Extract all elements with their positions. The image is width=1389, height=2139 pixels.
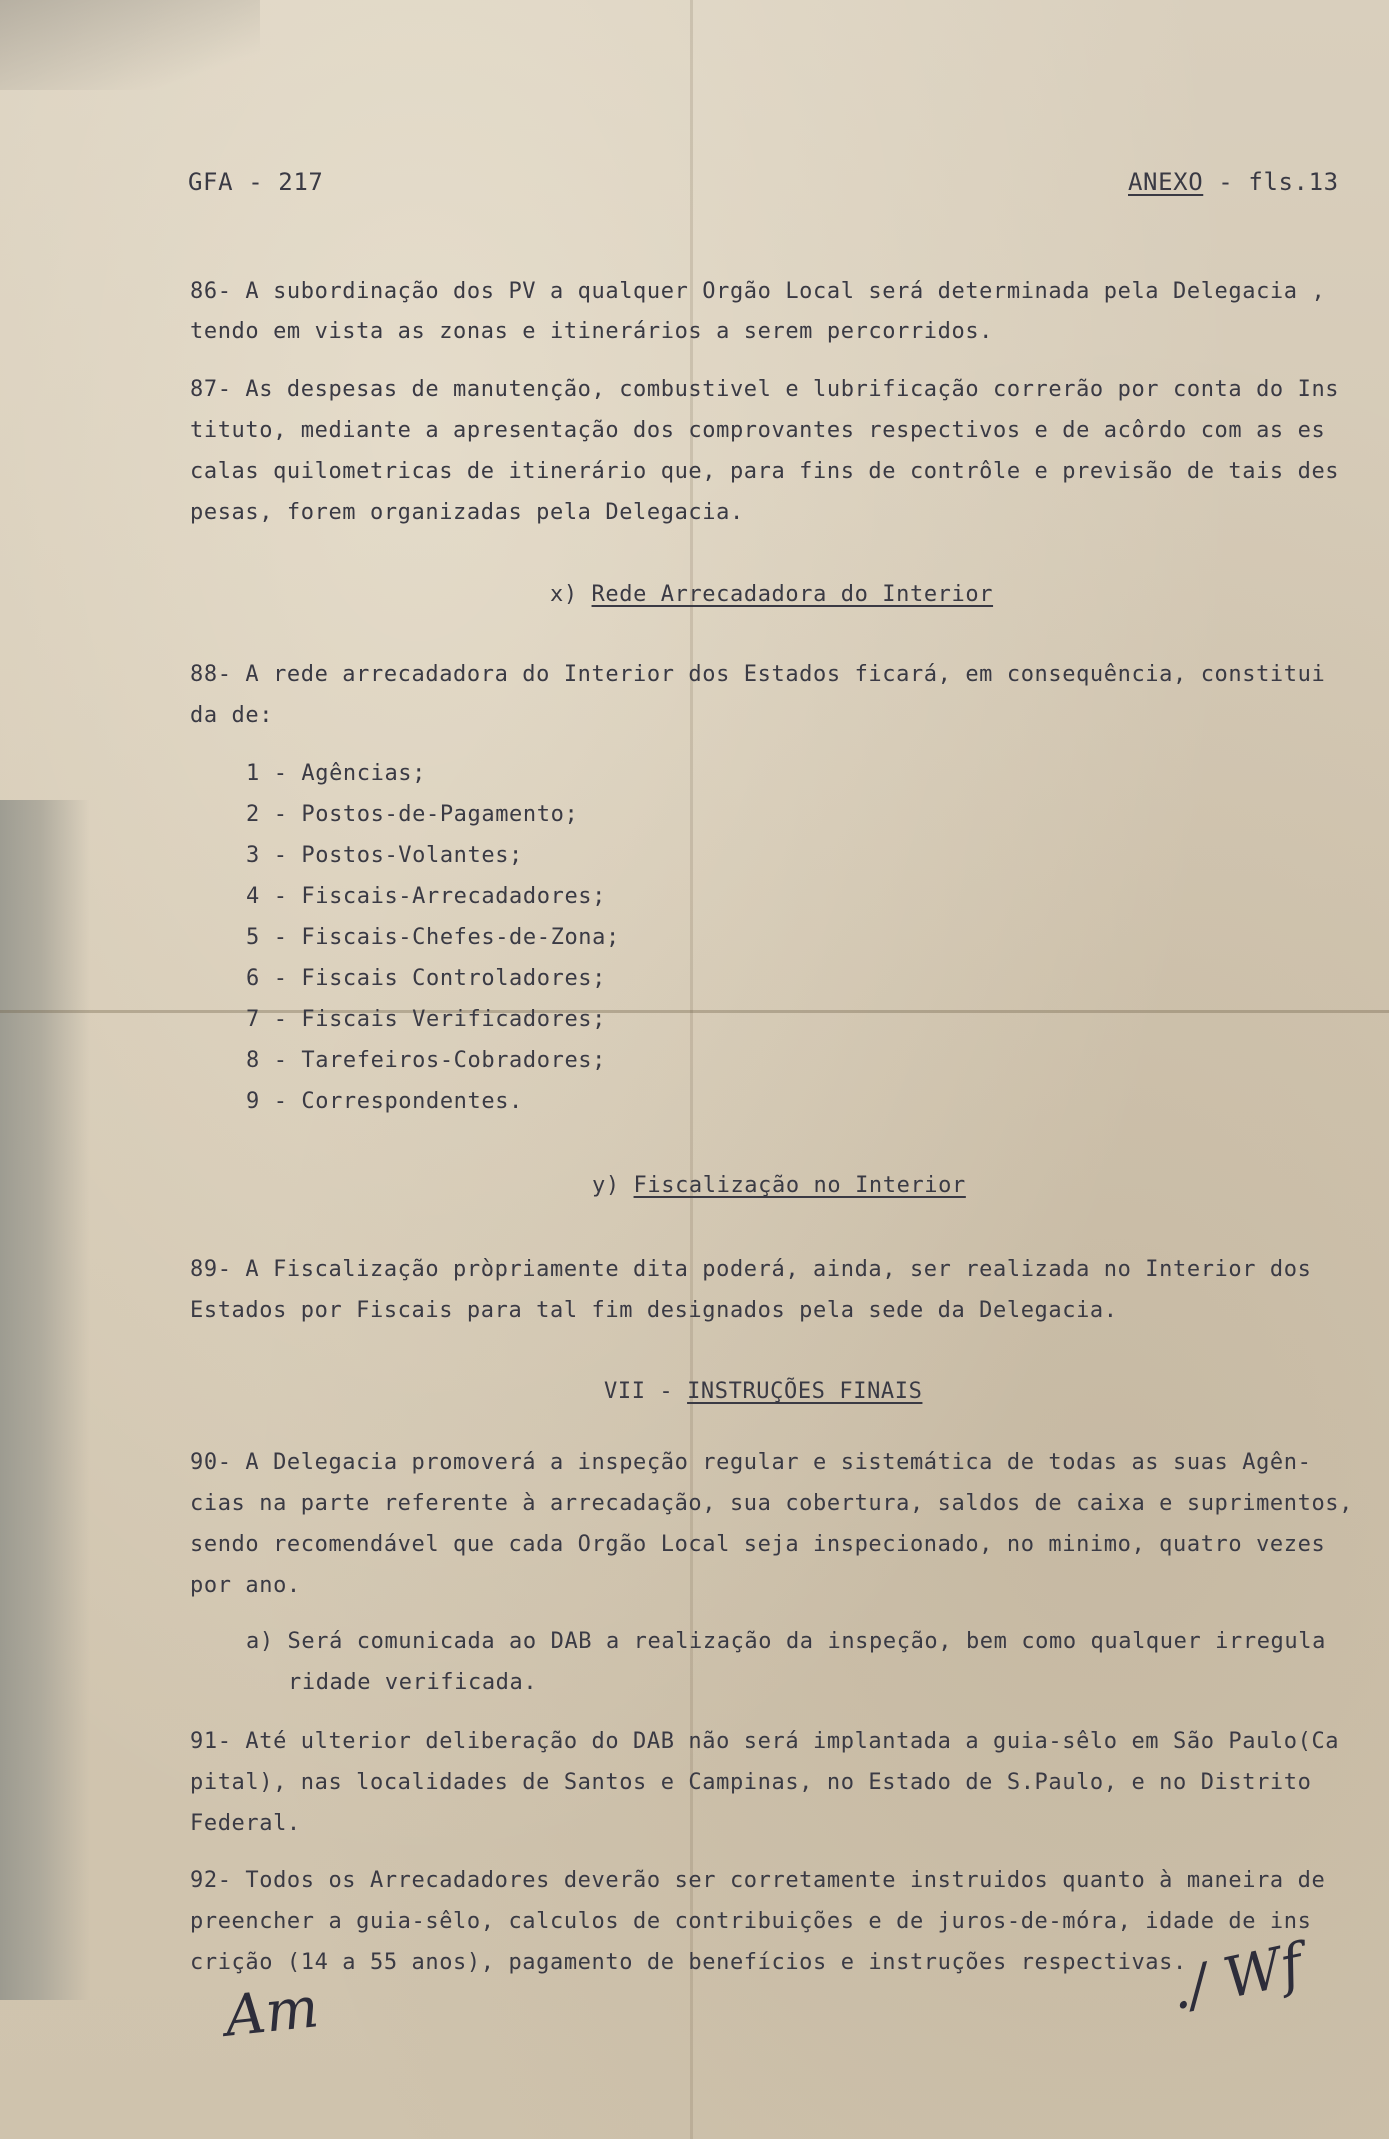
paragraph-89-line: 89- A Fiscalização pròpriamente dita poderá, ainda, ser realizada no Interior dos	[190, 1257, 1312, 1282]
list-item: 6 - Fiscais Controladores;	[246, 966, 606, 991]
paragraph-87-line: 87- As despesas de manutenção, combustivel e lubrificação correrão por conta do Ins	[190, 377, 1340, 402]
paragraph-89-line: Estados por Fiscais para tal fim designados pela sede da Delegacia.	[190, 1298, 1118, 1323]
paper-stain	[0, 0, 260, 90]
section-heading-vii	[604, 1377, 922, 1407]
fold-crease	[0, 1010, 1389, 1013]
handwritten-signature-right: ./ Wf	[1164, 1931, 1309, 2024]
paragraph-90a-line: ridade verificada.	[288, 1670, 538, 1695]
list-item: 4 - Fiscais-Arrecadadores;	[246, 884, 606, 909]
section-heading-x	[550, 580, 993, 610]
paragraph-88-line: da de:	[190, 703, 274, 728]
section-marker: y)	[592, 1173, 634, 1198]
list-item: 8 - Tarefeiros-Cobradores;	[246, 1048, 606, 1073]
paragraph-86-line: 86- A subordinação dos PV a qualquer Orgão Local será determinada pela Delegacia ,	[190, 279, 1326, 304]
document-code: GFA - 217	[188, 168, 324, 196]
paragraph-86-line: tendo em vista as zonas e itinerários a serem percorridos.	[190, 319, 994, 344]
list-item: 9 - Correspondentes.	[246, 1089, 523, 1114]
paragraph-87-line: pesas, forem organizadas pela Delegacia.	[190, 500, 744, 525]
annex-page-number	[1128, 167, 1339, 197]
paragraph-91-line: 91- Até ulterior deliberação do DAB não será implantada a guia-sêlo em São Paulo(Ca	[190, 1729, 1340, 1754]
list-item: 2 - Postos-de-Pagamento;	[246, 802, 579, 827]
section-title: Rede Arrecadadora do Interior	[591, 582, 994, 607]
paragraph-92-line: crição (14 a 55 anos), pagamento de benefícios e instruções respectivas.	[190, 1950, 1187, 1975]
list-item: 1 - Agências;	[246, 761, 426, 786]
paragraph-92-line: preencher a guia-sêlo, calculos de contribuições e de juros-de-móra, idade de ins	[190, 1909, 1312, 1934]
paragraph-90-line: 90- A Delegacia promoverá a inspeção regular e sistemática de todas as suas Agên-	[190, 1450, 1312, 1475]
section-marker: x)	[550, 582, 592, 607]
section-title: INSTRUÇÕES FINAIS	[687, 1379, 923, 1404]
paragraph-90-line: sendo recomendável que cada Orgão Local seja inspecionado, no minimo, quatro vezes	[190, 1532, 1326, 1557]
paragraph-91-line: Federal.	[190, 1811, 301, 1836]
list-item: 7 - Fiscais Verificadores;	[246, 1007, 606, 1032]
paragraph-87-line: tituto, mediante a apresentação dos comprovantes respectivos e de acôrdo com as es	[190, 418, 1326, 443]
paragraph-90a-line: a) Será comunicada ao DAB a realização da inspeção, bem como qualquer irregula	[246, 1629, 1326, 1654]
list-item: 3 - Postos-Volantes;	[246, 843, 523, 868]
page-number: - fls.13	[1203, 168, 1339, 196]
handwritten-signature-left: Am	[221, 1975, 322, 2050]
section-title: Fiscalização no Interior	[633, 1173, 966, 1198]
paragraph-88-line: 88- A rede arrecadadora do Interior dos Estados ficará, em consequência, constitui	[190, 662, 1326, 687]
section-marker: VII -	[604, 1379, 688, 1404]
paragraph-87-line: calas quilometricas de itinerário que, para fins de contrôle e previsão de tais des	[190, 459, 1340, 484]
paragraph-92-line: 92- Todos os Arrecadadores deverão ser corretamente instruidos quanto à maneira de	[190, 1868, 1326, 1893]
paragraph-90-line: por ano.	[190, 1573, 301, 1598]
section-heading-y	[592, 1171, 966, 1201]
annex-label: ANEXO	[1128, 168, 1204, 196]
paragraph-91-line: pital), nas localidades de Santos e Campinas, no Estado de S.Paulo, e no Distrito	[190, 1770, 1312, 1795]
paragraph-90-line: cias na parte referente à arrecadação, sua cobertura, saldos de caixa e suprimentos,	[190, 1491, 1353, 1516]
paper-stain	[0, 800, 90, 2000]
list-item: 5 - Fiscais-Chefes-de-Zona;	[246, 925, 620, 950]
